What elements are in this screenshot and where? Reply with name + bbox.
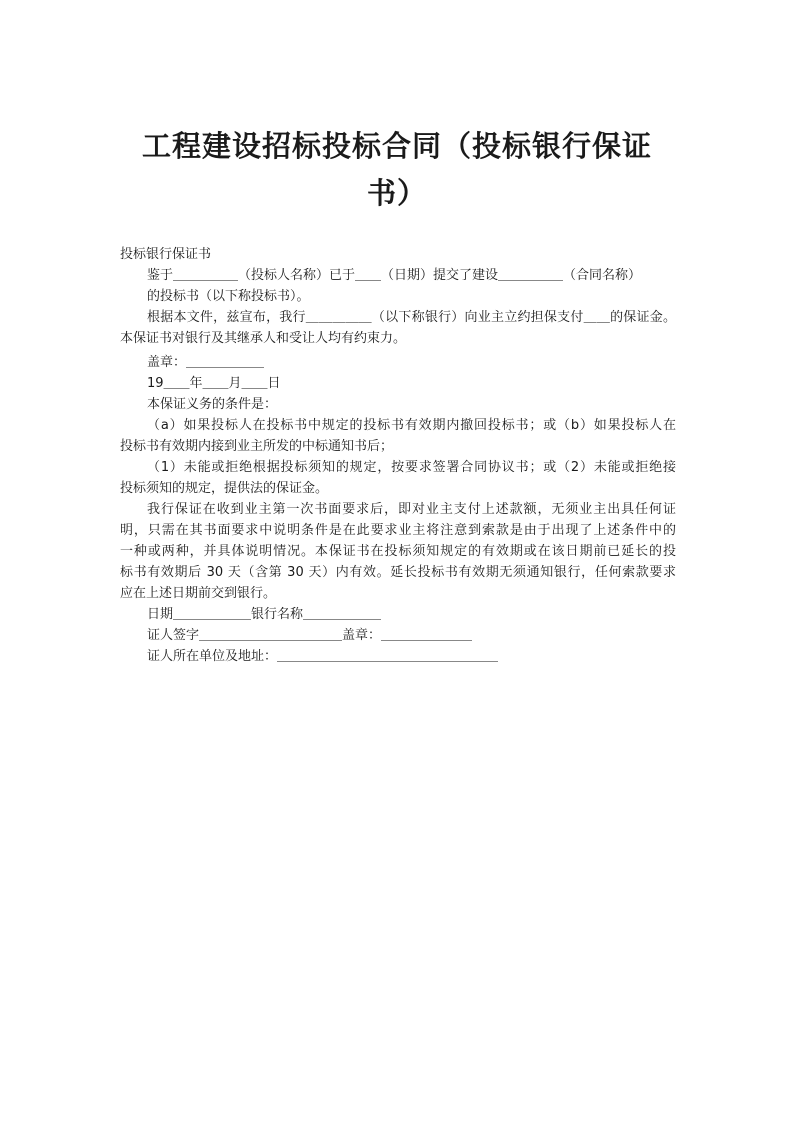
paragraph-line: （1）未能或拒绝根据投标须知的规定，按要求签署合同协议书；或（2）未能或拒绝接 [147, 460, 676, 475]
paragraph-line: （a）如果投标人在投标书中规定的投标书有效期内撤回投标书；或（b）如果投标人在 [147, 418, 676, 433]
paragraph-line: 明，只需在其书面要求中说明条件是在此要求业主将注意到索款是由于出现了上述条件中的 [120, 523, 676, 538]
seal-line: 盖章：＿＿＿＿＿＿ [147, 355, 265, 370]
paragraph-line: 鉴于＿＿＿＿＿（投标人名称）已于＿＿（日期）提交了建设＿＿＿＿＿（合同名称） [147, 268, 642, 283]
witness-signature-line: 证人签字＿＿＿＿＿＿＿＿＿＿＿盖章：＿＿＿＿＿＿＿ [147, 628, 473, 643]
paragraph-line: 应在上述日期前交到银行。 [120, 586, 277, 601]
conditions-heading: 本保证义务的条件是： [147, 397, 278, 412]
date-line: 19＿＿年＿＿月＿＿日 [147, 376, 281, 391]
witness-address-line: 证人所在单位及地址：＿＿＿＿＿＿＿＿＿＿＿＿＿＿＿＿＿ [147, 649, 499, 664]
paragraph-line: 我行保证在收到业主第一次书面要求后，即对业主支付上述款额，无须业主出具任何证 [147, 502, 676, 517]
paragraph-line: 根据本文件，兹宣布，我行＿＿＿＿＿（以下称银行）向业主立约担保支付＿＿的保证金。 [147, 310, 676, 325]
paragraph-line: 的投标书（以下称投标书）。 [147, 289, 310, 304]
paragraph-line: 本保证书对银行及其继承人和受让人均有约束力。 [120, 331, 407, 346]
document-body [120, 244, 676, 667]
document-title-line-1: 工程建设招标投标合同（投标银行保证 [141, 129, 652, 163]
section-heading: 投标银行保证书 [120, 247, 212, 262]
paragraph-line: 一种或两种，并具体说明情况。本保证书在投标须知规定的有效期或在该日期前已延长的投 [120, 544, 676, 559]
paragraph-line: 投标书有效期内接到业主所发的中标通知书后； [120, 439, 394, 454]
paragraph-line: 投标须知的规定，提供法的保证金。 [120, 481, 329, 496]
paragraph-line: 标书有效期后 30 天（含第 30 天）内有效。延长投标书有效期无须通知银行，任何索款要求 [120, 565, 676, 580]
document-title-line-2: 书） [366, 176, 427, 210]
date-bank-name-line: 日期＿＿＿＿＿＿银行名称＿＿＿＿＿＿ [147, 607, 382, 622]
